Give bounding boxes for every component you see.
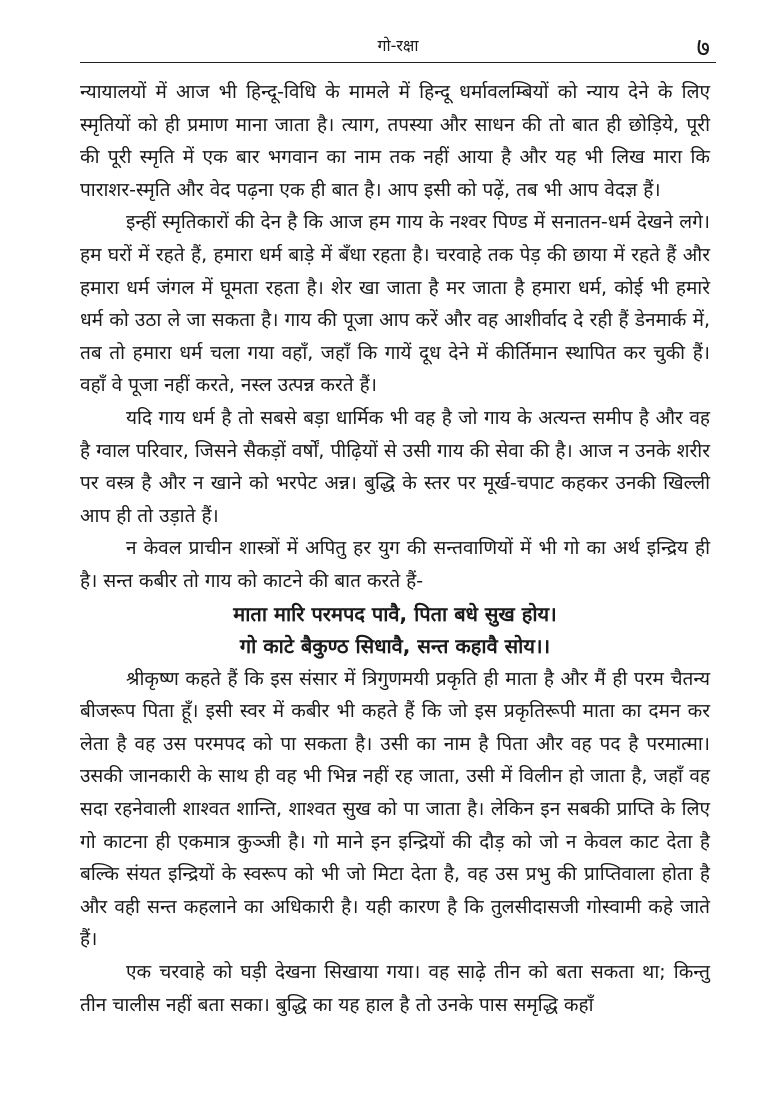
verse-line: गो काटे बैकुण्ठ सिधावै, सन्त कहावै सोय।। (239, 634, 551, 659)
page-number: ७ (696, 33, 710, 63)
paragraph: श्रीकृष्ण कहते हैं कि इस संसार में त्रिगुणमयी प्रकृति ही माता है और मैं ही परम चैतन्य बीजरूप पिता हूँ। इसी स्वर में कबीर भी कहते हैं कि जो इस प्रकृतिरूपी माता का दमन कर लेता है वह उस परमपद को पा सकता है। उसी का नाम है पिता और वह पद है परमात्मा। उसकी जानकारी के साथ ही वह भी भिन्न नहीं रह जाता, उसी में विलीन हो जाता है, जहाँ वह सदा रहनेवाली शाश्वत शान्ति, शाश्वत सुख को पा जाता है। लेकिन इन सबकी प्राप्ति के लिए गो काटना ही एकमात्र कुञ्जी है। गो माने इन इन्द्रियों की दौड़ को जो न केवल काट देता है बल्कि संयत इन्द्रियों के स्वरूप को भी जो मिटा देता है, वह उस प्रभु की प्राप्तिवाला होता है और वही सन्त कहलाने का अधिकारी है। यही कारण है कि तुलसीदासजी गोस्वामी कहे जाते हैं। (80, 667, 710, 951)
running-title: गो-रक्षा (377, 36, 419, 55)
verse-line: माता मारि परमपद पावै, पिता बधे सुख होय। (233, 601, 557, 626)
paragraph: यदि गाय धर्म है तो सबसे बड़ा धार्मिक भी वह है जो गाय के अत्यन्त समीप है और वह है ग्वाल परिवार, जिसने सैकड़ों वर्षों, पीढ़ियों से उसी गाय की सेवा की है। आज न उनके शरीर पर वस्त्र है और न खाने को भरपेट अन्न। बुद्धि के स्तर पर मूर्ख-चपाट कहकर उनकी खिल्ली आप ही तो उड़ाते हैं। (80, 406, 710, 527)
paragraph: एक चरवाहे को घड़ी देखना सिखाया गया। वह साढ़े तीन को बता सकता था; किन्तु तीन चालीस नहीं बता सका। बुद्धि का यह हाल है तो उनके पास समृद्धि कहाँ (80, 961, 710, 1016)
paragraph: न्यायालयों में आज भी हिन्दू-विधि के मामले में हिन्दू धर्मावलम्बियों को न्याय देने के लिए स्मृतियों को ही प्रमाण माना जाता है। त्याग, तपस्या और साधन की तो बात ही छोड़िये, पूरी की पूरी स्मृति में एक बार भगवान का नाम तक नहीं आया है और यह भी लिख मारा कि पाराशर-स्मृति और वेद पढ़ना एक ही बात है। आप इसी को पढ़ें, तब भी आप वेदज्ञ हैं। (80, 81, 710, 201)
body-text (80, 76, 710, 1021)
page-header (80, 32, 716, 63)
paragraph: इन्हीं स्मृतिकारों की देन है कि आज हम गाय के नश्वर पिण्ड में सनातन-धर्म देखने लगे। हम घरों में रहते हैं, हमारा धर्म बाड़े में बँधा रहता है। चरवाहे तक पेड़ की छाया में रहते हैं और हमारा धर्म जंगल में घूमता रहता है। शेर खा जाता है मर जाता है हमारा धर्म, कोई भी हमारे धर्म को उठा ले जा सकता है। गाय की पूजा आप करें और वह आशीर्वाद दे रही हैं डेनमार्क में, तब तो हमारा धर्म चला गया वहाँ, जहाँ कि गायें दूध देने में कीर्तिमान स्थापित कर चुकी हैं। वहाँ वे पूजा नहीं करते, नस्ल उत्पन्न करते हैं। (80, 211, 710, 397)
paragraph: न केवल प्राचीन शास्त्रों में अपितु हर युग की सन्तवाणियों में भी गो का अर्थ इन्द्रिय ही है। सन्त कबीर तो गाय को काटने की बात करते हैं- (80, 537, 710, 592)
